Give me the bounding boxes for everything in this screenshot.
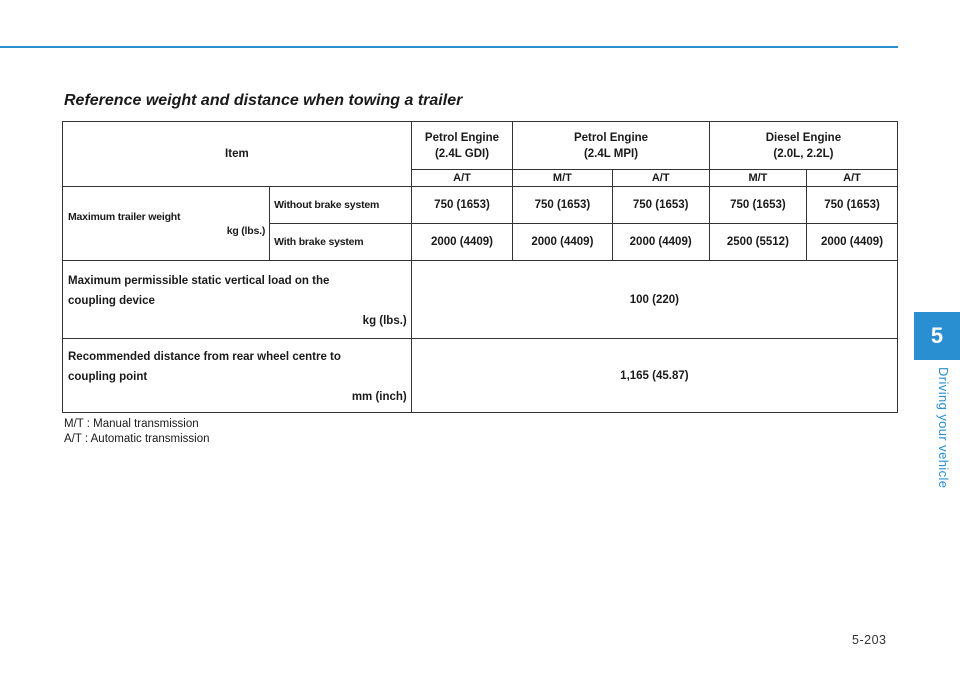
chapter-label: Driving your vehicle bbox=[936, 367, 951, 489]
distance-text-1: Recommended distance from rear wheel centre to bbox=[68, 351, 341, 363]
engine-variant: (2.0L, 2.2L) bbox=[773, 147, 834, 160]
value-cell: 2000 (4409) bbox=[612, 224, 709, 261]
item-header bbox=[63, 122, 412, 187]
towing-spec-table bbox=[62, 121, 898, 413]
transmission-cell: A/T bbox=[807, 170, 898, 187]
without-brake-row bbox=[63, 187, 898, 224]
transmission-cell: A/T bbox=[411, 170, 512, 187]
value-cell: 2000 (4409) bbox=[807, 224, 898, 261]
distance-unit: mm (inch) bbox=[351, 391, 407, 403]
value-cell: 750 (1653) bbox=[411, 187, 512, 224]
value-cell: 2000 (4409) bbox=[411, 224, 512, 261]
engine-name: Petrol Engine bbox=[424, 131, 500, 144]
engine-variant: (2.4L GDI) bbox=[434, 147, 490, 160]
engine-header-1 bbox=[411, 122, 512, 170]
value-cell: 2000 (4409) bbox=[513, 224, 612, 261]
static-load-row bbox=[63, 261, 898, 339]
with-brake-label: With brake system bbox=[270, 224, 412, 261]
section-title: Reference weight and distance when towing a trailer bbox=[64, 92, 463, 109]
engine-header-row bbox=[63, 122, 898, 170]
transmission-cell: M/T bbox=[513, 170, 612, 187]
header-rule bbox=[0, 46, 898, 48]
footnotes bbox=[64, 417, 210, 447]
max-trailer-weight-text: Maximum trailer weight bbox=[68, 210, 181, 223]
chapter-tab: 5 bbox=[914, 312, 960, 360]
value-cell: 750 (1653) bbox=[807, 187, 898, 224]
value-cell: 750 (1653) bbox=[612, 187, 709, 224]
distance-text-2: coupling point bbox=[68, 371, 148, 383]
transmission-cell: A/T bbox=[612, 170, 709, 187]
footnote-at: A/T : Automatic transmission bbox=[64, 433, 210, 445]
static-load-value: 100 (220) bbox=[411, 261, 897, 339]
item-header-label: Item bbox=[225, 148, 249, 160]
value-cell: 750 (1653) bbox=[709, 187, 806, 224]
static-load-text-1: Maximum permissible static vertical load on the bbox=[68, 275, 330, 287]
max-trailer-weight-unit: kg (lbs.) bbox=[226, 224, 266, 237]
without-brake-label: Without brake system bbox=[270, 187, 412, 224]
value-cell: 2500 (5512) bbox=[709, 224, 806, 261]
page-number: 5-203 bbox=[852, 633, 887, 647]
engine-header-2 bbox=[513, 122, 710, 170]
max-trailer-weight-label bbox=[63, 187, 270, 261]
transmission-cell: M/T bbox=[709, 170, 806, 187]
engine-variant: (2.4L MPI) bbox=[583, 147, 639, 160]
engine-header-3 bbox=[709, 122, 897, 170]
footnote-mt: M/T : Manual transmission bbox=[64, 418, 199, 430]
value-cell: 750 (1653) bbox=[513, 187, 612, 224]
engine-name: Diesel Engine bbox=[765, 131, 842, 144]
static-load-label bbox=[63, 261, 412, 339]
static-load-unit: kg (lbs.) bbox=[362, 315, 407, 327]
static-load-text-2: coupling device bbox=[68, 295, 155, 307]
engine-name: Petrol Engine bbox=[573, 131, 649, 144]
distance-label bbox=[63, 339, 412, 413]
distance-row bbox=[63, 339, 898, 413]
distance-value: 1,165 (45.87) bbox=[411, 339, 897, 413]
